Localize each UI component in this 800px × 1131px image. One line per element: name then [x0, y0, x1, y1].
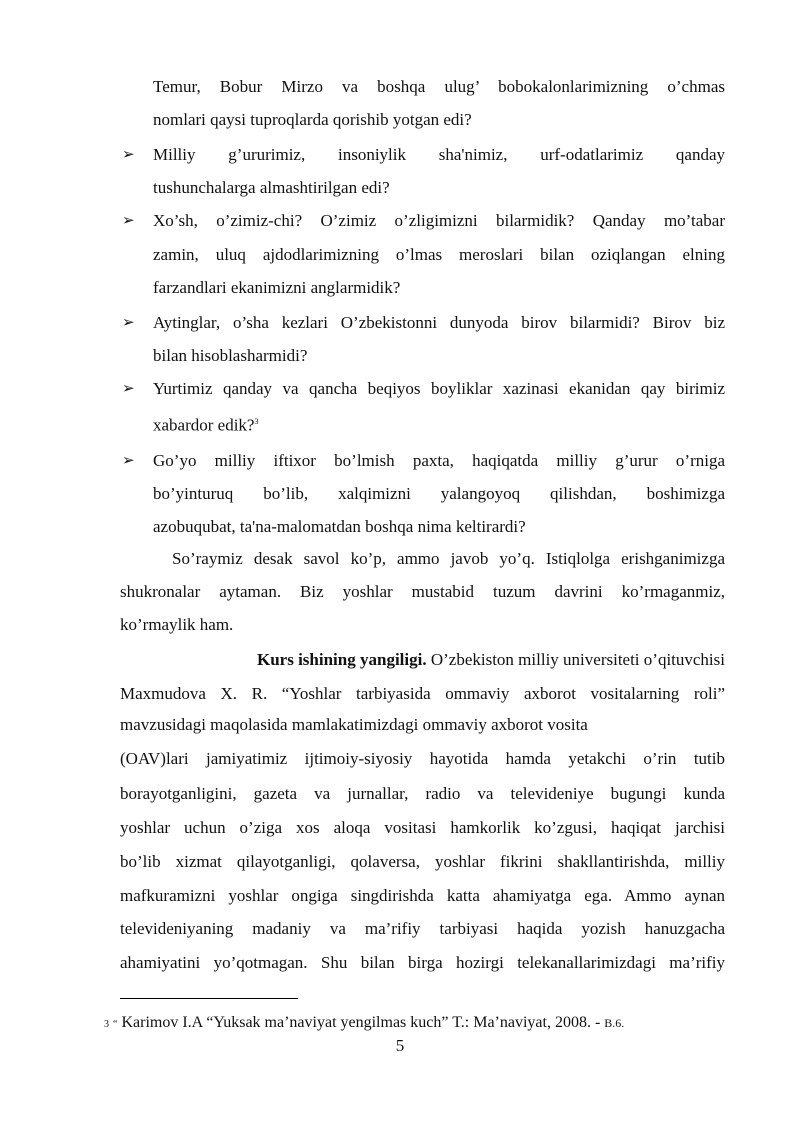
arrow-bullet-icon: ➢: [122, 453, 135, 469]
text-line: mafkuramizni yoshlar ongiga singdirishda katta ahamiyatga ega. Ammo aynan: [120, 886, 725, 905]
text-line: shukronalar aytaman. Biz yoshlar mustabid tuzum davrini ko’rmaganmiz,: [120, 582, 725, 601]
text-line: borayotganligini, gazeta va jurnallar, radio va televideniye bugungi kunda: [120, 784, 725, 803]
text-line: bo’yinturuq bo’lib, xalqimizni yalangoyoq qilishdan, boshimizga: [153, 484, 725, 503]
text-line: ko’rmaylik ham.: [120, 615, 234, 634]
text-fragment: xabardor edik?: [153, 415, 255, 435]
text-line: tushunchalarga almashtirilgan edi?: [153, 178, 390, 197]
text-line: zamin, uluq ajdodlarimizning o’lmas meroslari bilan oziqlangan elning: [153, 245, 725, 264]
text-line: Yurtimiz qanday va qancha beqiyos boyliklar xazinasi ekanidan qay birimiz: [153, 379, 725, 398]
text-line: bo’lib xizmat qilayotganligi, qolaversa, yoshlar fikrini shakllantirishda, milliy: [120, 852, 725, 871]
text-line: Temur, Bobur Mirzo va boshqa ulug’ bobokalonlarimizning o’chmas: [153, 77, 725, 96]
footnote-page-ref: B.6.: [604, 1016, 625, 1030]
text-line: bilan hisoblasharmidi?: [153, 346, 308, 365]
text-line: televideniyaning madaniy va ma’rifiy tarbiyasi haqida yozish hanuzgacha: [120, 919, 725, 938]
text-line: Milliy g’ururimiz, insoniylik sha'nimiz, urf-odatlarimiz qanday: [153, 145, 725, 164]
text-fragment: O’zbekiston milliy universiteti o’qituvchisi: [426, 650, 725, 669]
text-line: ahamiyatini yo’qotmagan. Shu bilan birga hozirgi telekanallarimizdagi ma’rifiy: [120, 953, 725, 972]
text-line: farzandlari ekanimizni anglarmidik?: [153, 278, 401, 297]
text-line: azobuqubat, ta'na-malomatdan boshqa nima keltirardi?: [153, 517, 526, 536]
text-line: Aytinglar, o’sha kezlari O’zbekistonni dunyoda birov bilarmidi? Birov biz: [153, 313, 725, 332]
footnote-quote-mark: “: [113, 1019, 118, 1030]
arrow-bullet-icon: ➢: [122, 315, 135, 331]
text-line: nomlari qaysi tuproqlarda qorishib yotgan edi?: [153, 110, 472, 129]
text-line: (OAV)lari jamiyatimiz ijtimoiy-siyosiy hayotida hamda yetakchi o’rin tutib: [120, 749, 725, 768]
text-line: Go’yo milliy iftixor bo’lmish paxta, haqiqatda milliy g’urur o’rniga: [153, 451, 725, 470]
arrow-bullet-icon: ➢: [122, 213, 135, 229]
footnote-text: Karimov I.A “Yuksak ma’naviyat yengilmas kuch” T.: Ma’naviyat, 2008. -: [121, 1014, 601, 1031]
page-number: 5: [395, 1036, 405, 1055]
text-line: Maxmudova X. R. “Yoshlar tarbiyasida ommaviy axborot vositalarning roli”: [120, 684, 725, 703]
footnote-reference[interactable]: 3: [254, 417, 259, 426]
footnote: [104, 1012, 624, 1036]
footnote-separator: [120, 998, 298, 999]
text-line: [208, 649, 725, 671]
text-line: So’raymiz desak savol ko’p, ammo javob yo’q. Istiqlolga erishganimizga: [172, 549, 725, 568]
section-heading: Kurs ishining yangiligi.: [257, 650, 427, 669]
text-line: mavzusidagi maqolasida mamlakatimizdagi ommaviy axborot vosita: [120, 715, 588, 734]
text-line: yoshlar uchun o’ziga xos aloqa vositasi hamkorlik ko’zgusi, haqiqat jarchisi: [120, 818, 725, 837]
text-line: Xo’sh, o’zimiz-chi? O’zimiz o’zligimizni bilarmidik? Qanday mo’tabar: [153, 211, 725, 230]
text-line: [153, 411, 258, 437]
arrow-bullet-icon: ➢: [122, 381, 135, 397]
arrow-bullet-icon: ➢: [122, 147, 135, 163]
footnote-number: 3: [104, 1019, 109, 1030]
